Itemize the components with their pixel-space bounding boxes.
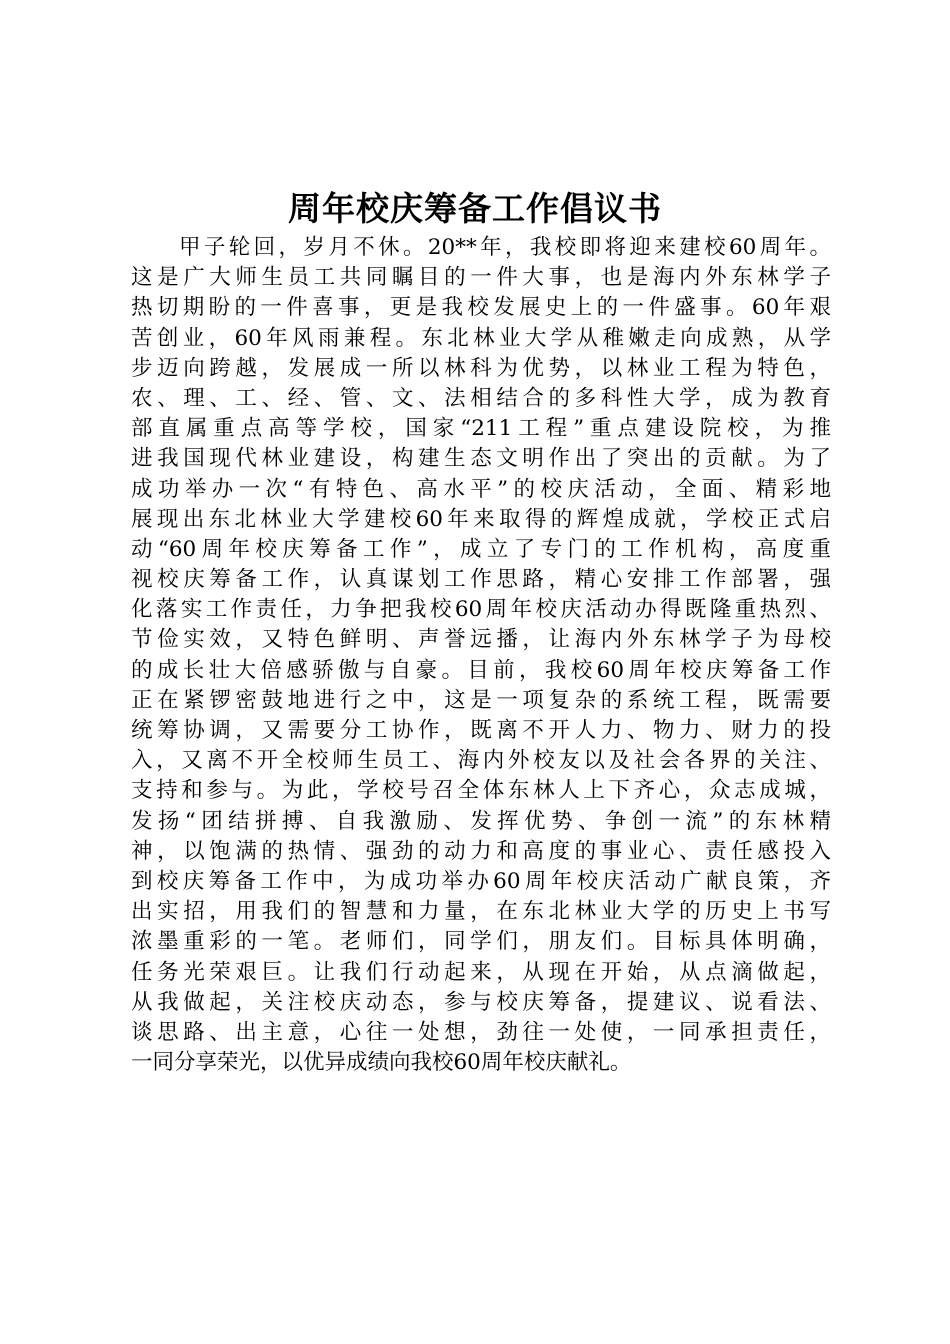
body-line: 一同分享荣光，以优异成绩向我校60周年校庆献礼。 — [131, 1050, 632, 1076]
body-line: 出实招，用我们的智慧和力量，在东北林业大学的历史上书写 — [131, 899, 831, 925]
body-line: 到校庆筹备工作中，为成功举办60周年校庆活动广献良策，齐 — [131, 868, 831, 894]
body-line: 谈思路、出主意，心往一处想，劲往一处使，一同承担责任， — [131, 1019, 831, 1045]
body-line: 步迈向跨越，发展成一所以林科为优势，以林业工程为特色， — [131, 355, 831, 381]
body-line: 从我做起，关注校庆动态，参与校庆筹备，提建议、说看法、 — [131, 989, 831, 1015]
body-line: 苦创业，60年风雨兼程。东北林业大学从稚嫩走向成熟，从学 — [131, 325, 831, 351]
body-line: 的成长壮大倍感骄傲与自豪。目前，我校60周年校庆筹备工作 — [131, 657, 831, 683]
body-line: 进我国现代林业建设，构建生态文明作出了突出的贡献。为了 — [131, 446, 831, 472]
body-line: 动“60周年校庆筹备工作”，成立了专门的工作机构，高度重 — [131, 536, 831, 562]
body-line: 神，以饱满的热情、强劲的动力和高度的事业心、责任感投入 — [131, 838, 831, 864]
body-line: 入，又离不开全校师生员工、海内外校友以及社会各界的关注、 — [131, 748, 831, 774]
body-line: 部直属重点高等学校，国家“211工程”重点建设院校，为推 — [131, 416, 831, 442]
body-line: 任务光荣艰巨。让我们行动起来，从现在开始，从点滴做起， — [131, 959, 831, 985]
body-line: 农、理、工、经、管、文、法相结合的多科性大学，成为教育 — [131, 385, 831, 411]
body-line: 这是广大师生员工共同瞩目的一件大事，也是海内外东林学子 — [131, 265, 831, 291]
document-body — [131, 233, 831, 1078]
body-line: 视校庆筹备工作，认真谋划工作思路，精心安排工作部署，强 — [131, 567, 831, 593]
body-line: 支持和参与。为此，学校号召全体东林人上下齐心，众志成城， — [131, 778, 831, 804]
document-title: 周年校庆筹备工作倡议书 — [288, 189, 662, 228]
body-line: 化落实工作责任，力争把我校60周年校庆活动办得既隆重热烈、 — [131, 597, 831, 623]
body-line: 统筹协调，又需要分工协作，既离不开人力、物力、财力的投 — [131, 718, 831, 743]
body-line: 成功举办一次“有特色、高水平”的校庆活动，全面、精彩地 — [131, 476, 831, 502]
body-line: 热切期盼的一件喜事，更是我校发展史上的一件盛事。60年艰 — [131, 295, 831, 321]
body-line: 甲子轮回，岁月不休。20**年，我校即将迎来建校60周年。 — [179, 235, 831, 260]
body-line: 展现出东北林业大学建校60年来取得的辉煌成就，学校正式启 — [131, 506, 831, 532]
body-line: 发扬“团结拼搏、自我激励、发挥优势、争创一流”的东林精 — [131, 808, 831, 834]
body-line: 浓墨重彩的一笔。老师们，同学们，朋友们。目标具体明确， — [131, 929, 831, 955]
body-line: 正在紧锣密鼓地进行之中，这是一项复杂的系统工程，既需要 — [131, 687, 831, 713]
body-line: 节俭实效，又特色鲜明、声誉远播，让海内外东林学子为母校 — [131, 627, 831, 653]
